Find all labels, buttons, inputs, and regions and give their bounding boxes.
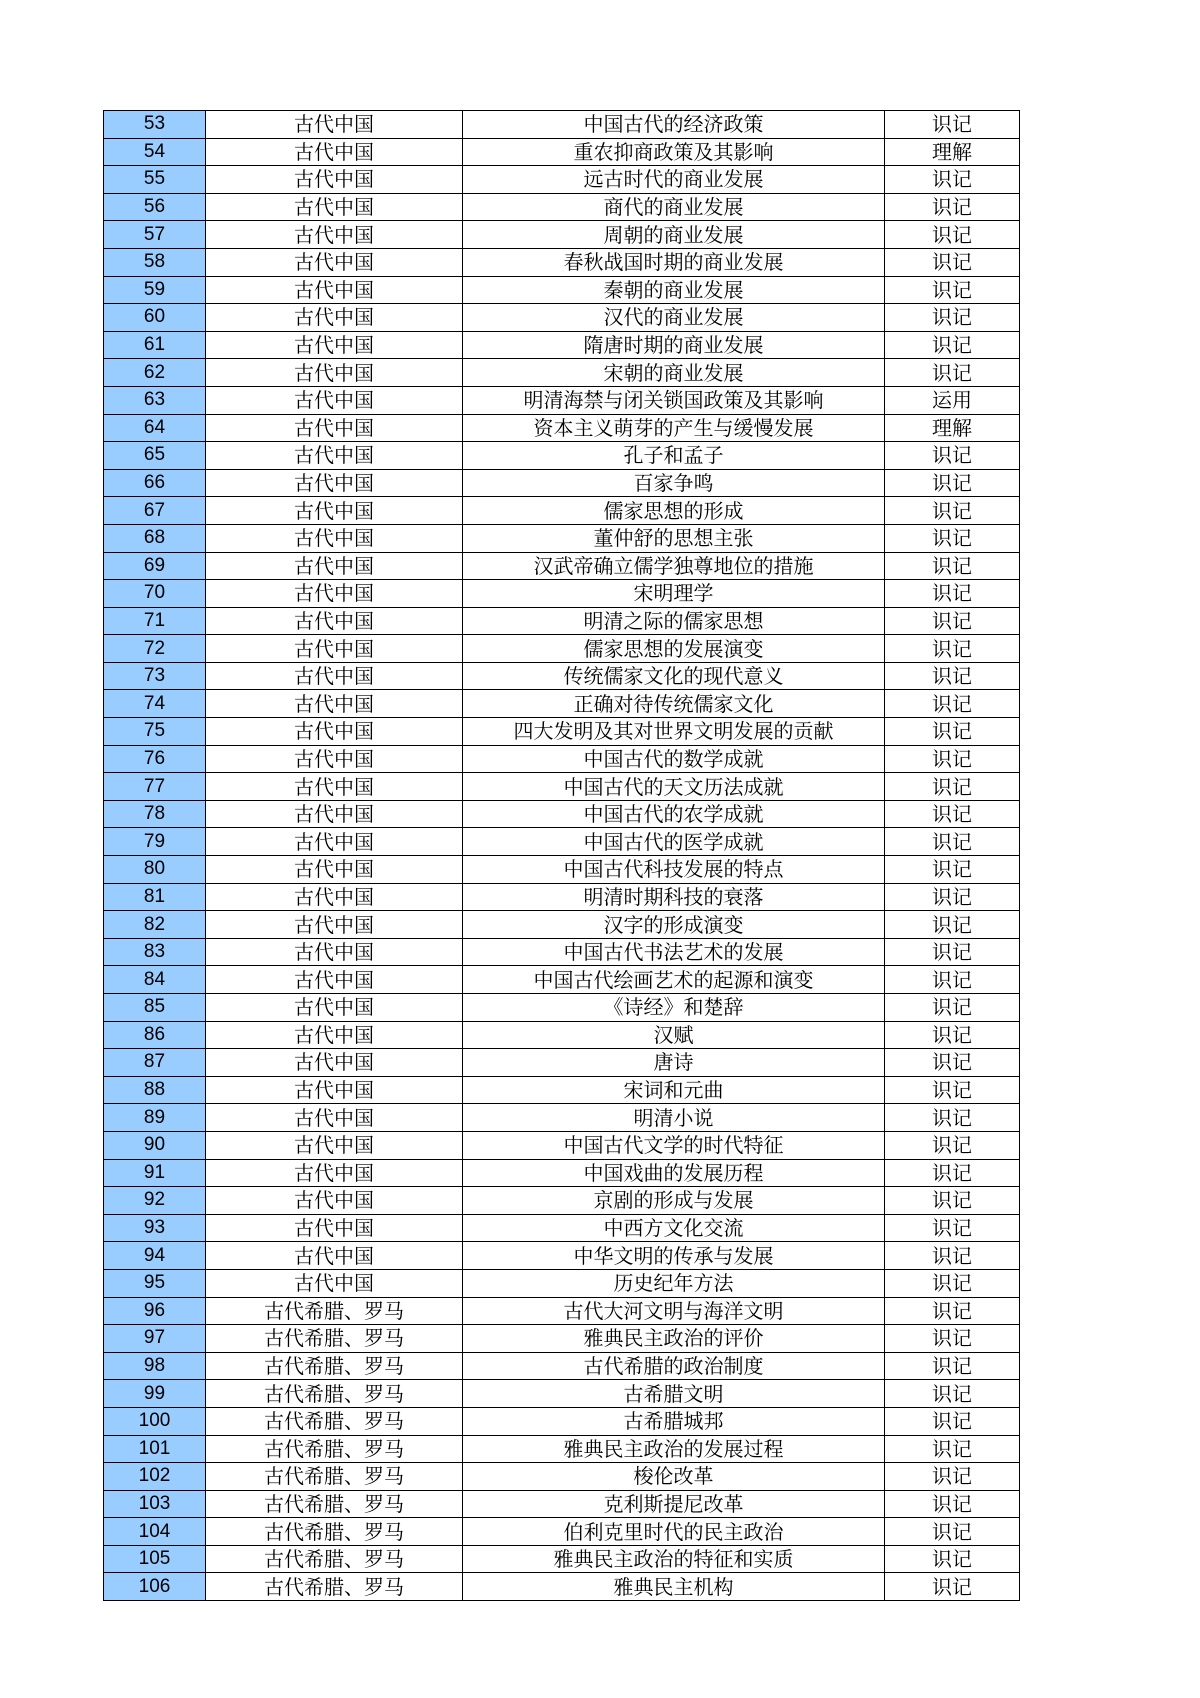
row-number[interactable]: 99 bbox=[104, 1380, 206, 1408]
category-cell[interactable]: 古代中国 bbox=[206, 1214, 463, 1242]
category-cell[interactable]: 古代中国 bbox=[206, 938, 463, 966]
category-cell[interactable]: 古代中国 bbox=[206, 221, 463, 249]
level-cell[interactable]: 识记 bbox=[885, 1352, 1020, 1380]
row-number[interactable]: 61 bbox=[104, 331, 206, 359]
category-cell[interactable]: 古代希腊、罗马 bbox=[206, 1435, 463, 1463]
table-row bbox=[104, 1407, 1020, 1435]
category-cell[interactable]: 古代中国 bbox=[206, 1159, 463, 1187]
topic-cell[interactable]: 明清之际的儒家思想 bbox=[463, 607, 885, 635]
table-row bbox=[104, 635, 1020, 663]
row-number[interactable]: 57 bbox=[104, 221, 206, 249]
table-row bbox=[104, 1435, 1020, 1463]
category-cell[interactable]: 古代中国 bbox=[206, 883, 463, 911]
row-number[interactable]: 90 bbox=[104, 1131, 206, 1159]
level-cell[interactable]: 识记 bbox=[885, 1518, 1020, 1546]
row-number[interactable]: 62 bbox=[104, 359, 206, 387]
category-cell[interactable]: 古代希腊、罗马 bbox=[206, 1463, 463, 1491]
category-cell[interactable]: 古代中国 bbox=[206, 524, 463, 552]
table-row bbox=[104, 1573, 1020, 1601]
row-number[interactable]: 100 bbox=[104, 1407, 206, 1435]
knowledge-point-table bbox=[103, 110, 1020, 1601]
topic-cell[interactable]: 中国古代的经济政策 bbox=[463, 111, 885, 139]
level-cell[interactable]: 识记 bbox=[885, 442, 1020, 470]
table-row bbox=[104, 166, 1020, 194]
table-row bbox=[104, 193, 1020, 221]
row-number[interactable]: 77 bbox=[104, 773, 206, 801]
table-row bbox=[104, 1242, 1020, 1270]
category-cell[interactable]: 古代中国 bbox=[206, 414, 463, 442]
row-number[interactable]: 60 bbox=[104, 304, 206, 332]
table-row bbox=[104, 304, 1020, 332]
topic-cell[interactable]: 宋词和元曲 bbox=[463, 1076, 885, 1104]
topic-cell[interactable]: 中国古代文学的时代特征 bbox=[463, 1131, 885, 1159]
category-cell[interactable]: 古代希腊、罗马 bbox=[206, 1380, 463, 1408]
topic-cell[interactable]: 儒家思想的形成 bbox=[463, 497, 885, 525]
category-cell[interactable]: 古代希腊、罗马 bbox=[206, 1352, 463, 1380]
row-number[interactable]: 94 bbox=[104, 1242, 206, 1270]
level-cell[interactable]: 识记 bbox=[885, 938, 1020, 966]
row-number[interactable]: 103 bbox=[104, 1490, 206, 1518]
table-row bbox=[104, 386, 1020, 414]
row-number[interactable]: 63 bbox=[104, 386, 206, 414]
category-cell[interactable]: 古代中国 bbox=[206, 1049, 463, 1077]
table-body bbox=[104, 111, 1020, 1601]
level-cell[interactable]: 理解 bbox=[885, 414, 1020, 442]
row-number[interactable]: 104 bbox=[104, 1518, 206, 1546]
topic-cell[interactable]: 周朝的商业发展 bbox=[463, 221, 885, 249]
table-row bbox=[104, 800, 1020, 828]
level-cell[interactable]: 识记 bbox=[885, 1407, 1020, 1435]
topic-cell[interactable]: 雅典民主政治的特征和实质 bbox=[463, 1545, 885, 1573]
topic-cell[interactable]: 正确对待传统儒家文化 bbox=[463, 690, 885, 718]
row-number[interactable]: 88 bbox=[104, 1076, 206, 1104]
level-cell[interactable]: 识记 bbox=[885, 111, 1020, 139]
category-cell[interactable]: 古代中国 bbox=[206, 966, 463, 994]
table-row bbox=[104, 690, 1020, 718]
table-row bbox=[104, 1269, 1020, 1297]
row-number[interactable]: 106 bbox=[104, 1573, 206, 1601]
topic-cell[interactable]: 中西方文化交流 bbox=[463, 1214, 885, 1242]
row-number[interactable]: 66 bbox=[104, 469, 206, 497]
category-cell[interactable]: 古代中国 bbox=[206, 442, 463, 470]
topic-cell[interactable]: 儒家思想的发展演变 bbox=[463, 635, 885, 663]
topic-cell[interactable]: 中华文明的传承与发展 bbox=[463, 1242, 885, 1270]
topic-cell[interactable]: 《诗经》和楚辞 bbox=[463, 994, 885, 1022]
table-row bbox=[104, 1131, 1020, 1159]
category-cell[interactable]: 古代中国 bbox=[206, 552, 463, 580]
topic-cell[interactable]: 历史纪年方法 bbox=[463, 1269, 885, 1297]
table-row bbox=[104, 1325, 1020, 1353]
topic-cell[interactable]: 明清海禁与闭关锁国政策及其影响 bbox=[463, 386, 885, 414]
table-row bbox=[104, 1490, 1020, 1518]
topic-cell[interactable]: 雅典民主机构 bbox=[463, 1573, 885, 1601]
table-row bbox=[104, 331, 1020, 359]
table-row bbox=[104, 1049, 1020, 1077]
row-number[interactable]: 97 bbox=[104, 1325, 206, 1353]
row-number[interactable]: 82 bbox=[104, 911, 206, 939]
level-cell[interactable]: 识记 bbox=[885, 193, 1020, 221]
topic-cell[interactable]: 隋唐时期的商业发展 bbox=[463, 331, 885, 359]
level-cell[interactable]: 识记 bbox=[885, 1269, 1020, 1297]
row-number[interactable]: 72 bbox=[104, 635, 206, 663]
category-cell[interactable]: 古代中国 bbox=[206, 1076, 463, 1104]
level-cell[interactable]: 识记 bbox=[885, 1242, 1020, 1270]
level-cell[interactable]: 识记 bbox=[885, 1490, 1020, 1518]
category-cell[interactable]: 古代中国 bbox=[206, 1021, 463, 1049]
category-cell[interactable]: 古代中国 bbox=[206, 856, 463, 884]
category-cell[interactable]: 古代希腊、罗马 bbox=[206, 1407, 463, 1435]
topic-cell[interactable]: 中国古代书法艺术的发展 bbox=[463, 938, 885, 966]
category-cell[interactable]: 古代中国 bbox=[206, 745, 463, 773]
table-row bbox=[104, 911, 1020, 939]
level-cell[interactable]: 识记 bbox=[885, 1159, 1020, 1187]
category-cell[interactable]: 古代希腊、罗马 bbox=[206, 1518, 463, 1546]
topic-cell[interactable]: 孔子和孟子 bbox=[463, 442, 885, 470]
table-row bbox=[104, 221, 1020, 249]
row-number[interactable]: 76 bbox=[104, 745, 206, 773]
category-cell[interactable]: 古代希腊、罗马 bbox=[206, 1573, 463, 1601]
row-number[interactable]: 71 bbox=[104, 607, 206, 635]
category-cell[interactable]: 古代中国 bbox=[206, 304, 463, 332]
topic-cell[interactable]: 汉字的形成演变 bbox=[463, 911, 885, 939]
level-cell[interactable]: 识记 bbox=[885, 1021, 1020, 1049]
category-cell[interactable]: 古代中国 bbox=[206, 994, 463, 1022]
category-cell[interactable]: 古代中国 bbox=[206, 469, 463, 497]
category-cell[interactable]: 古代中国 bbox=[206, 248, 463, 276]
row-number[interactable]: 65 bbox=[104, 442, 206, 470]
table-row bbox=[104, 414, 1020, 442]
table-row bbox=[104, 718, 1020, 746]
level-cell[interactable]: 识记 bbox=[885, 966, 1020, 994]
row-number[interactable]: 102 bbox=[104, 1463, 206, 1491]
level-cell[interactable]: 识记 bbox=[885, 828, 1020, 856]
table-row bbox=[104, 248, 1020, 276]
row-number[interactable]: 74 bbox=[104, 690, 206, 718]
table-row bbox=[104, 1352, 1020, 1380]
row-number[interactable]: 69 bbox=[104, 552, 206, 580]
category-cell[interactable]: 古代中国 bbox=[206, 607, 463, 635]
level-cell[interactable]: 识记 bbox=[885, 994, 1020, 1022]
topic-cell[interactable]: 百家争鸣 bbox=[463, 469, 885, 497]
topic-cell[interactable]: 明清小说 bbox=[463, 1104, 885, 1132]
topic-cell[interactable]: 宋朝的商业发展 bbox=[463, 359, 885, 387]
row-number[interactable]: 96 bbox=[104, 1297, 206, 1325]
level-cell[interactable]: 识记 bbox=[885, 856, 1020, 884]
topic-cell[interactable]: 中国古代科技发展的特点 bbox=[463, 856, 885, 884]
category-cell[interactable]: 古代中国 bbox=[206, 166, 463, 194]
row-number[interactable]: 56 bbox=[104, 193, 206, 221]
row-number[interactable]: 79 bbox=[104, 828, 206, 856]
row-number[interactable]: 101 bbox=[104, 1435, 206, 1463]
row-number[interactable]: 64 bbox=[104, 414, 206, 442]
table-row bbox=[104, 662, 1020, 690]
table-row bbox=[104, 1297, 1020, 1325]
level-cell[interactable]: 理解 bbox=[885, 138, 1020, 166]
category-cell[interactable]: 古代希腊、罗马 bbox=[206, 1490, 463, 1518]
category-cell[interactable]: 古代中国 bbox=[206, 359, 463, 387]
level-cell[interactable]: 识记 bbox=[885, 1187, 1020, 1215]
level-cell[interactable]: 识记 bbox=[885, 1076, 1020, 1104]
row-number[interactable]: 83 bbox=[104, 938, 206, 966]
topic-cell[interactable]: 古希腊文明 bbox=[463, 1380, 885, 1408]
level-cell[interactable]: 识记 bbox=[885, 800, 1020, 828]
level-cell[interactable]: 识记 bbox=[885, 773, 1020, 801]
topic-cell[interactable]: 伯利克里时代的民主政治 bbox=[463, 1518, 885, 1546]
level-cell[interactable]: 识记 bbox=[885, 1545, 1020, 1573]
level-cell[interactable]: 识记 bbox=[885, 607, 1020, 635]
level-cell[interactable]: 识记 bbox=[885, 1049, 1020, 1077]
topic-cell[interactable]: 中国古代的农学成就 bbox=[463, 800, 885, 828]
topic-cell[interactable]: 古代希腊的政治制度 bbox=[463, 1352, 885, 1380]
table-row bbox=[104, 497, 1020, 525]
level-cell[interactable]: 识记 bbox=[885, 718, 1020, 746]
table-row bbox=[104, 994, 1020, 1022]
table-row bbox=[104, 359, 1020, 387]
table-row bbox=[104, 1518, 1020, 1546]
level-cell[interactable]: 识记 bbox=[885, 359, 1020, 387]
topic-cell[interactable]: 宋明理学 bbox=[463, 580, 885, 608]
table-row bbox=[104, 524, 1020, 552]
table-row bbox=[104, 1104, 1020, 1132]
topic-cell[interactable]: 古代大河文明与海洋文明 bbox=[463, 1297, 885, 1325]
level-cell[interactable]: 识记 bbox=[885, 524, 1020, 552]
row-number[interactable]: 91 bbox=[104, 1159, 206, 1187]
level-cell[interactable]: 识记 bbox=[885, 1214, 1020, 1242]
level-cell[interactable]: 识记 bbox=[885, 883, 1020, 911]
category-cell[interactable]: 古代中国 bbox=[206, 1242, 463, 1270]
row-number[interactable]: 87 bbox=[104, 1049, 206, 1077]
topic-cell[interactable]: 古希腊城邦 bbox=[463, 1407, 885, 1435]
level-cell[interactable]: 识记 bbox=[885, 1463, 1020, 1491]
table-row bbox=[104, 1021, 1020, 1049]
topic-cell[interactable]: 中国古代的天文历法成就 bbox=[463, 773, 885, 801]
topic-cell[interactable]: 秦朝的商业发展 bbox=[463, 276, 885, 304]
row-number[interactable]: 70 bbox=[104, 580, 206, 608]
level-cell[interactable]: 识记 bbox=[885, 1435, 1020, 1463]
table-row bbox=[104, 856, 1020, 884]
table-row bbox=[104, 111, 1020, 139]
row-number[interactable]: 58 bbox=[104, 248, 206, 276]
topic-cell[interactable]: 雅典民主政治的评价 bbox=[463, 1325, 885, 1353]
level-cell[interactable]: 识记 bbox=[885, 1573, 1020, 1601]
table-row bbox=[104, 138, 1020, 166]
row-number[interactable]: 95 bbox=[104, 1269, 206, 1297]
topic-cell[interactable]: 梭伦改革 bbox=[463, 1463, 885, 1491]
level-cell[interactable]: 识记 bbox=[885, 331, 1020, 359]
topic-cell[interactable]: 中国古代的数学成就 bbox=[463, 745, 885, 773]
table-row bbox=[104, 552, 1020, 580]
table-row bbox=[104, 1159, 1020, 1187]
row-number[interactable]: 67 bbox=[104, 497, 206, 525]
table-row bbox=[104, 1545, 1020, 1573]
table-row bbox=[104, 745, 1020, 773]
category-cell[interactable]: 古代中国 bbox=[206, 138, 463, 166]
table-row bbox=[104, 828, 1020, 856]
row-number[interactable]: 93 bbox=[104, 1214, 206, 1242]
topic-cell[interactable]: 四大发明及其对世界文明发展的贡献 bbox=[463, 718, 885, 746]
category-cell[interactable]: 古代希腊、罗马 bbox=[206, 1545, 463, 1573]
topic-cell[interactable]: 商代的商业发展 bbox=[463, 193, 885, 221]
category-cell[interactable]: 古代中国 bbox=[206, 690, 463, 718]
topic-cell[interactable]: 中国古代绘画艺术的起源和演变 bbox=[463, 966, 885, 994]
category-cell[interactable]: 古代中国 bbox=[206, 386, 463, 414]
level-cell[interactable]: 识记 bbox=[885, 248, 1020, 276]
table-row bbox=[104, 442, 1020, 470]
topic-cell[interactable]: 董仲舒的思想主张 bbox=[463, 524, 885, 552]
row-number[interactable]: 89 bbox=[104, 1104, 206, 1132]
level-cell[interactable]: 识记 bbox=[885, 1104, 1020, 1132]
category-cell[interactable]: 古代中国 bbox=[206, 1104, 463, 1132]
topic-cell[interactable]: 克利斯提尼改革 bbox=[463, 1490, 885, 1518]
row-number[interactable]: 73 bbox=[104, 662, 206, 690]
row-number[interactable]: 53 bbox=[104, 111, 206, 139]
row-number[interactable]: 105 bbox=[104, 1545, 206, 1573]
level-cell[interactable]: 识记 bbox=[885, 1380, 1020, 1408]
level-cell[interactable]: 识记 bbox=[885, 690, 1020, 718]
row-number[interactable]: 86 bbox=[104, 1021, 206, 1049]
table-row bbox=[104, 1076, 1020, 1104]
category-cell[interactable]: 古代中国 bbox=[206, 718, 463, 746]
category-cell[interactable]: 古代中国 bbox=[206, 662, 463, 690]
topic-cell[interactable]: 资本主义萌芽的产生与缓慢发展 bbox=[463, 414, 885, 442]
table-row bbox=[104, 883, 1020, 911]
level-cell[interactable]: 识记 bbox=[885, 635, 1020, 663]
category-cell[interactable]: 古代中国 bbox=[206, 800, 463, 828]
level-cell[interactable]: 识记 bbox=[885, 166, 1020, 194]
category-cell[interactable]: 古代中国 bbox=[206, 497, 463, 525]
topic-cell[interactable]: 传统儒家文化的现代意义 bbox=[463, 662, 885, 690]
level-cell[interactable]: 识记 bbox=[885, 580, 1020, 608]
topic-cell[interactable]: 唐诗 bbox=[463, 1049, 885, 1077]
table-row bbox=[104, 1214, 1020, 1242]
level-cell[interactable]: 识记 bbox=[885, 662, 1020, 690]
table-row bbox=[104, 1463, 1020, 1491]
level-cell[interactable]: 识记 bbox=[885, 304, 1020, 332]
topic-cell[interactable]: 春秋战国时期的商业发展 bbox=[463, 248, 885, 276]
category-cell[interactable]: 古代希腊、罗马 bbox=[206, 1325, 463, 1353]
level-cell[interactable]: 运用 bbox=[885, 386, 1020, 414]
category-cell[interactable]: 古代中国 bbox=[206, 580, 463, 608]
topic-cell[interactable]: 雅典民主政治的发展过程 bbox=[463, 1435, 885, 1463]
topic-cell[interactable]: 远古时代的商业发展 bbox=[463, 166, 885, 194]
topic-cell[interactable]: 京剧的形成与发展 bbox=[463, 1187, 885, 1215]
row-number[interactable]: 75 bbox=[104, 718, 206, 746]
level-cell[interactable]: 识记 bbox=[885, 497, 1020, 525]
topic-cell[interactable]: 明清时期科技的衰落 bbox=[463, 883, 885, 911]
topic-cell[interactable]: 汉赋 bbox=[463, 1021, 885, 1049]
row-number[interactable]: 68 bbox=[104, 524, 206, 552]
level-cell[interactable]: 识记 bbox=[885, 1297, 1020, 1325]
table-row bbox=[104, 773, 1020, 801]
table-row bbox=[104, 580, 1020, 608]
topic-cell[interactable]: 重农抑商政策及其影响 bbox=[463, 138, 885, 166]
category-cell[interactable]: 古代希腊、罗马 bbox=[206, 1297, 463, 1325]
category-cell[interactable]: 古代中国 bbox=[206, 635, 463, 663]
level-cell[interactable]: 识记 bbox=[885, 745, 1020, 773]
table-row bbox=[104, 1187, 1020, 1215]
level-cell[interactable]: 识记 bbox=[885, 221, 1020, 249]
row-number[interactable]: 98 bbox=[104, 1352, 206, 1380]
category-cell[interactable]: 古代中国 bbox=[206, 193, 463, 221]
table-row bbox=[104, 938, 1020, 966]
row-number[interactable]: 84 bbox=[104, 966, 206, 994]
level-cell[interactable]: 识记 bbox=[885, 276, 1020, 304]
row-number[interactable]: 54 bbox=[104, 138, 206, 166]
table-row bbox=[104, 469, 1020, 497]
row-number[interactable]: 80 bbox=[104, 856, 206, 884]
table-row bbox=[104, 276, 1020, 304]
row-number[interactable]: 59 bbox=[104, 276, 206, 304]
category-cell[interactable]: 古代中国 bbox=[206, 773, 463, 801]
category-cell[interactable]: 古代中国 bbox=[206, 331, 463, 359]
row-number[interactable]: 78 bbox=[104, 800, 206, 828]
category-cell[interactable]: 古代中国 bbox=[206, 911, 463, 939]
category-cell[interactable]: 古代中国 bbox=[206, 111, 463, 139]
category-cell[interactable]: 古代中国 bbox=[206, 1131, 463, 1159]
topic-cell[interactable]: 中国古代的医学成就 bbox=[463, 828, 885, 856]
row-number[interactable]: 92 bbox=[104, 1187, 206, 1215]
level-cell[interactable]: 识记 bbox=[885, 911, 1020, 939]
level-cell[interactable]: 识记 bbox=[885, 1325, 1020, 1353]
row-number[interactable]: 85 bbox=[104, 994, 206, 1022]
row-number[interactable]: 55 bbox=[104, 166, 206, 194]
level-cell[interactable]: 识记 bbox=[885, 469, 1020, 497]
topic-cell[interactable]: 汉代的商业发展 bbox=[463, 304, 885, 332]
category-cell[interactable]: 古代中国 bbox=[206, 1187, 463, 1215]
topic-cell[interactable]: 汉武帝确立儒学独尊地位的措施 bbox=[463, 552, 885, 580]
level-cell[interactable]: 识记 bbox=[885, 1131, 1020, 1159]
category-cell[interactable]: 古代中国 bbox=[206, 828, 463, 856]
level-cell[interactable]: 识记 bbox=[885, 552, 1020, 580]
category-cell[interactable]: 古代中国 bbox=[206, 276, 463, 304]
table-row bbox=[104, 1380, 1020, 1408]
row-number[interactable]: 81 bbox=[104, 883, 206, 911]
table-row bbox=[104, 607, 1020, 635]
topic-cell[interactable]: 中国戏曲的发展历程 bbox=[463, 1159, 885, 1187]
table-row bbox=[104, 966, 1020, 994]
category-cell[interactable]: 古代中国 bbox=[206, 1269, 463, 1297]
